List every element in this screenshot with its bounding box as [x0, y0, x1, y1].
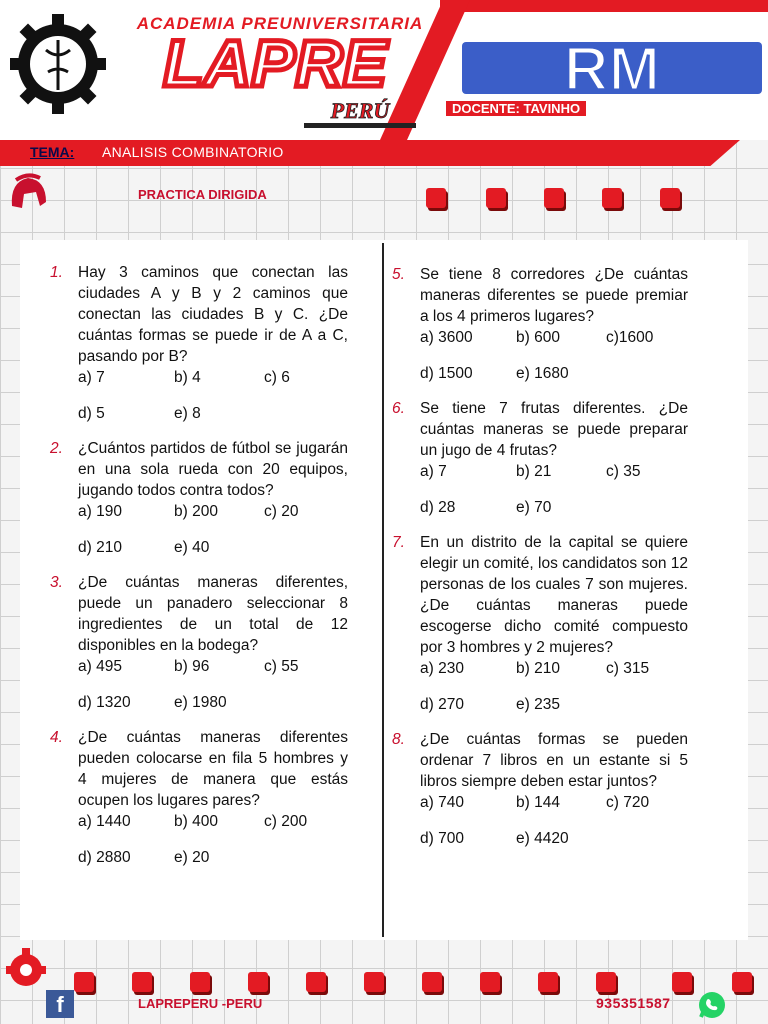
whatsapp-icon[interactable]	[697, 990, 727, 1020]
decor-square	[248, 972, 268, 992]
decor-square	[660, 188, 680, 208]
decor-square	[364, 972, 384, 992]
option-a: a) 495	[78, 658, 122, 675]
question-number: 5.	[392, 266, 405, 283]
question-3	[50, 572, 348, 713]
social-handle: LAPREPERU -PERU	[138, 996, 263, 1011]
option-a: a) 230	[420, 660, 464, 677]
option-e: e) 20	[174, 849, 210, 866]
question-2	[50, 438, 348, 558]
decor-square	[422, 972, 442, 992]
decor-square	[480, 972, 500, 992]
option-e: e) 1980	[174, 694, 227, 711]
question-4	[50, 727, 348, 868]
option-c: c) 20	[264, 503, 299, 520]
question-text: ¿De cuántas formas se pueden ordenar 7 libros en un estante si 5 libros siempre deben estar juntos?	[420, 731, 688, 790]
option-b: b) 400	[174, 813, 218, 830]
decor-square	[596, 972, 616, 992]
option-d: d) 270	[420, 696, 464, 713]
option-e: e) 70	[516, 499, 552, 516]
option-d: d) 28	[420, 499, 456, 516]
decor-square	[426, 188, 446, 208]
question-number: 1.	[50, 264, 63, 281]
question-number: 7.	[392, 534, 405, 551]
practice-title: PRACTICA DIRIGIDA	[138, 187, 267, 202]
course-badge-text: RM	[563, 42, 661, 94]
option-a: a) 7	[420, 463, 447, 480]
decor-square	[602, 188, 622, 208]
option-b: b) 144	[516, 794, 560, 811]
peru-logo	[300, 96, 420, 132]
option-e: e) 8	[174, 405, 201, 422]
option-c: c) 200	[264, 813, 308, 830]
option-b: b) 600	[516, 329, 560, 346]
option-e: e) 235	[516, 696, 560, 713]
decor-square	[544, 188, 564, 208]
option-c: c) 6	[264, 369, 290, 386]
question-number: 6.	[392, 400, 405, 417]
column-divider	[382, 243, 384, 937]
option-e: e) 40	[174, 539, 210, 556]
question-text: ¿Cuántos partidos de fútbol se jugarán en una sola rueda con 20 equipos, jugando todos contra todos?	[78, 440, 348, 499]
question-text: En un distrito de la capital se quiere elegir un comité, los candidatos son 12 personas de los cuales 7 son mujeres. ¿De cuántas maneras puede escogerse dicho comité compuesto por 3 hombres y 2 mujeres?	[420, 534, 688, 656]
question-text: Hay 3 caminos que conectan las ciudades A y B y 2 caminos que conectan las ciudades B y C. ¿De cuántas formas se puede ir de A a C, pasando por B?	[78, 264, 348, 365]
option-b: b) 96	[174, 658, 210, 675]
option-a: a) 3600	[420, 329, 473, 346]
question-text: ¿De cuántas maneras diferentes pueden colocarse en fila 5 hombres y 4 mujeres de manera que estás ocupen los lugares pares?	[78, 729, 348, 809]
option-b: b) 4	[174, 369, 201, 386]
peru-logo-text: PERÚ	[330, 98, 390, 123]
option-a: a) 1440	[78, 813, 131, 830]
facebook-icon[interactable]: f	[46, 990, 74, 1018]
question-6	[392, 398, 688, 518]
decor-square	[732, 972, 752, 992]
option-c: c) 315	[606, 660, 650, 677]
decor-square	[132, 972, 152, 992]
question-8	[392, 729, 688, 849]
brand-subtitle: ACADEMIA PREUNIVERSITARIA	[136, 14, 424, 33]
question-5	[392, 264, 688, 384]
option-d: d) 1500	[420, 365, 473, 382]
option-a: a) 190	[78, 503, 122, 520]
left-column	[50, 262, 348, 882]
question-1	[50, 262, 348, 424]
question-number: 3.	[50, 574, 63, 591]
decor-square	[486, 188, 506, 208]
decor-square	[74, 972, 94, 992]
question-text: Se tiene 7 frutas diferentes. ¿De cuántas maneras se puede preparar un jugo de 4 frutas?	[420, 400, 688, 459]
right-column	[392, 264, 688, 863]
decor-square	[306, 972, 326, 992]
option-d: d) 5	[78, 405, 105, 422]
option-b: b) 210	[516, 660, 560, 677]
option-e: e) 1680	[516, 365, 569, 382]
gear-emblem-icon	[10, 10, 106, 114]
option-c: c) 35	[606, 463, 641, 480]
decor-square	[538, 972, 558, 992]
gear-icon	[4, 940, 48, 990]
option-e: e) 4420	[516, 830, 569, 847]
spartan-helmet-icon	[6, 172, 50, 212]
header-red-band	[440, 0, 768, 12]
option-d: d) 2880	[78, 849, 131, 866]
option-a: a) 7	[78, 369, 105, 386]
option-b: b) 21	[516, 463, 552, 480]
brand-logo	[110, 28, 440, 98]
teacher-name: DOCENTE: TAVINHO	[446, 101, 586, 116]
option-c: c)1600	[606, 329, 654, 346]
option-d: d) 210	[78, 539, 122, 556]
question-number: 4.	[50, 729, 63, 746]
topic-label: TEMA:	[30, 144, 75, 160]
option-c: c) 720	[606, 794, 650, 811]
option-a: a) 740	[420, 794, 464, 811]
brand-name: LAPRE	[163, 28, 387, 98]
question-7	[392, 532, 688, 715]
decor-square	[190, 972, 210, 992]
option-c: c) 55	[264, 658, 299, 675]
option-d: d) 700	[420, 830, 464, 847]
question-number: 8.	[392, 731, 405, 748]
option-b: b) 200	[174, 503, 218, 520]
option-d: d) 1320	[78, 694, 131, 711]
decor-square	[672, 972, 692, 992]
topic-value: ANALISIS COMBINATORIO	[102, 144, 284, 160]
course-badge	[462, 42, 762, 94]
question-text: Se tiene 8 corredores ¿De cuántas maneras diferentes se puede premiar a los 4 primeros lugares?	[420, 266, 688, 325]
question-text: ¿De cuántas maneras diferentes, puede un panadero seleccionar 8 ingredientes de un total de 12 disponibles en la bodega?	[78, 574, 348, 654]
phone-number: 935351587	[596, 995, 671, 1011]
question-number: 2.	[50, 440, 63, 457]
